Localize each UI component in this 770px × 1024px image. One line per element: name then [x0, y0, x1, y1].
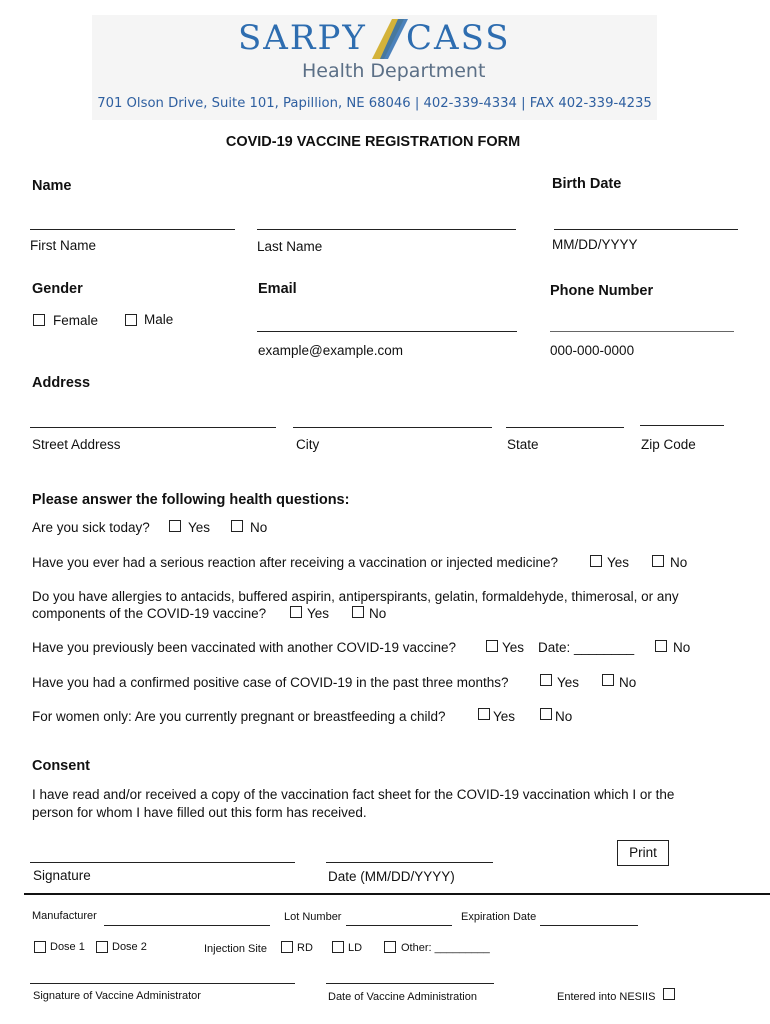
q6-yes-label: Yes — [493, 709, 516, 724]
q2-no-checkbox[interactable] — [652, 555, 664, 567]
ld-checkbox[interactable] — [332, 941, 344, 953]
lot-number-line — [346, 925, 452, 926]
female-checkbox[interactable] — [33, 314, 45, 326]
consent-date-label: Date (MM/DD/YYYY) — [328, 869, 455, 884]
q4-yes-checkbox[interactable] — [486, 640, 498, 652]
phone-field[interactable] — [550, 312, 734, 332]
q2-yes-label: Yes — [607, 555, 630, 570]
state-field[interactable] — [506, 408, 624, 428]
admin-date-label: Date of Vaccine Administration — [328, 991, 477, 1003]
last-name-line — [257, 229, 516, 230]
signature-line — [30, 862, 295, 863]
q5-text: Have you had a confirmed positive case of COVID-19 in the past three months? — [32, 675, 509, 690]
q6-no-checkbox[interactable] — [540, 708, 552, 720]
logo-cass: CASS — [406, 18, 511, 58]
dose2-label: Dose 2 — [112, 941, 147, 953]
nesiis-label: Entered into NESIIS — [557, 991, 656, 1003]
q2-no-label: No — [670, 555, 688, 570]
injection-site-label: Injection Site — [204, 943, 267, 955]
birth-date-line — [554, 229, 738, 230]
dose1-label: Dose 1 — [50, 941, 85, 953]
last-name-field[interactable] — [257, 210, 516, 230]
q4-date-field[interactable]: Date: ________ — [538, 640, 635, 655]
city-field[interactable] — [293, 408, 492, 428]
female-label: Female — [53, 313, 99, 328]
expiration-label: Expiration Date — [461, 911, 537, 923]
zip-line — [640, 425, 724, 426]
q5-yes-checkbox[interactable] — [540, 674, 552, 686]
state-label: State — [507, 437, 539, 452]
lot-number-label: Lot Number — [284, 911, 342, 923]
birth-date-field[interactable] — [554, 210, 738, 230]
email-field[interactable] — [257, 312, 517, 332]
last-name-label: Last Name — [257, 239, 323, 254]
consent-heading: Consent — [32, 758, 90, 774]
nesiis-checkbox[interactable] — [663, 988, 675, 1000]
email-line — [257, 331, 517, 332]
q6-yes-checkbox[interactable] — [478, 708, 490, 720]
gender-heading: Gender — [32, 281, 83, 297]
city-line — [293, 427, 492, 428]
q5-no-checkbox[interactable] — [602, 674, 614, 686]
q3-yes-checkbox[interactable] — [290, 606, 302, 618]
rd-label: RD — [297, 942, 313, 954]
q2-text: Have you ever had a serious reaction after receiving a vaccination or injected medicine? — [32, 555, 559, 570]
q3-text-line1: Do you have allergies to antacids, buffered aspirin, antiperspirants, gelatin, formaldehyde, thimerosal, or any — [32, 589, 679, 604]
manufacturer-line — [104, 925, 270, 926]
expiration-field[interactable] — [540, 907, 638, 925]
name-heading: Name — [32, 178, 72, 194]
consent-date-line — [326, 862, 493, 863]
manufacturer-field[interactable] — [104, 907, 270, 925]
print-button[interactable] — [617, 840, 669, 866]
state-line — [506, 427, 624, 428]
consent-text-line1: I have read and/or received a copy of the vaccination fact sheet for the COVID-19 vaccination which I or the — [32, 787, 675, 802]
section-divider — [24, 893, 770, 895]
manufacturer-label: Manufacturer — [32, 910, 97, 922]
admin-signature-field[interactable] — [30, 964, 295, 984]
q4-no-checkbox[interactable] — [655, 640, 667, 652]
signature-field[interactable] — [30, 843, 295, 863]
dose2-checkbox[interactable] — [96, 941, 108, 953]
q1-yes-checkbox[interactable] — [169, 520, 181, 532]
dose1-checkbox[interactable] — [34, 941, 46, 953]
city-label: City — [296, 437, 320, 452]
admin-date-field[interactable] — [326, 964, 494, 984]
other-site-field[interactable]: Other: _________ — [401, 942, 490, 954]
q3-no-label: No — [369, 606, 387, 621]
org-address-line: 701 Olson Drive, Suite 101, Papillion, NE 68046 | 402-339-4334 | FAX 402-339-4235 — [97, 96, 652, 111]
health-heading: Please answer the following health questions: — [32, 492, 350, 508]
q1-yes-label: Yes — [188, 520, 211, 535]
q6-no-label: No — [555, 709, 573, 724]
admin-signature-line — [30, 983, 295, 984]
ld-label: LD — [348, 942, 363, 954]
street-label: Street Address — [32, 437, 121, 452]
email-placeholder: example@example.com — [258, 343, 404, 358]
phone-placeholder: 000-000-0000 — [550, 343, 635, 358]
form-title: COVID-19 VACCINE REGISTRATION FORM — [225, 134, 521, 150]
admin-signature-label: Signature of Vaccine Administrator — [33, 990, 201, 1002]
first-name-label: First Name — [30, 238, 97, 253]
other-site-checkbox[interactable] — [384, 941, 396, 953]
logo-department: Health Department — [302, 60, 486, 82]
logo-sarpy: SARPY — [238, 18, 367, 58]
q4-text: Have you previously been vaccinated with another COVID-19 vaccine? — [32, 640, 456, 655]
birth-date-heading: Birth Date — [552, 176, 622, 192]
q1-text: Are you sick today? — [32, 520, 150, 535]
q1-no-label: No — [250, 520, 268, 535]
logo — [238, 16, 538, 86]
address-heading: Address — [32, 375, 91, 391]
consent-date-field[interactable] — [326, 843, 493, 863]
q6-text: For women only: Are you currently pregnant or breastfeeding a child? — [32, 709, 446, 724]
street-field[interactable] — [30, 408, 276, 428]
phone-heading: Phone Number — [550, 283, 654, 299]
signature-label: Signature — [33, 868, 91, 883]
lot-number-field[interactable] — [346, 907, 452, 925]
zip-label: Zip Code — [641, 437, 696, 452]
q1-no-checkbox[interactable] — [231, 520, 243, 532]
q2-yes-checkbox[interactable] — [590, 555, 602, 567]
consent-text-line2: person for whom I have filled out this form has received. — [32, 805, 367, 820]
q3-text-line2: components of the COVID-19 vaccine? — [32, 606, 267, 621]
q5-no-label: No — [619, 675, 637, 690]
q4-no-label: No — [673, 640, 691, 655]
phone-line — [550, 331, 734, 332]
street-line — [30, 427, 276, 428]
admin-date-line — [326, 983, 494, 984]
expiration-line — [540, 925, 638, 926]
q3-no-checkbox[interactable] — [352, 606, 364, 618]
q3-yes-label: Yes — [307, 606, 330, 621]
male-label: Male — [144, 312, 174, 327]
email-heading: Email — [258, 281, 297, 297]
q5-yes-label: Yes — [557, 675, 580, 690]
first-name-line — [30, 229, 235, 230]
q4-yes-label: Yes — [502, 640, 525, 655]
zip-field[interactable] — [640, 406, 724, 426]
rd-checkbox[interactable] — [281, 941, 293, 953]
birth-date-label: MM/DD/YYYY — [552, 237, 638, 252]
first-name-field[interactable] — [30, 210, 235, 230]
male-checkbox[interactable] — [125, 314, 137, 326]
print-button-label: Print — [629, 845, 657, 860]
